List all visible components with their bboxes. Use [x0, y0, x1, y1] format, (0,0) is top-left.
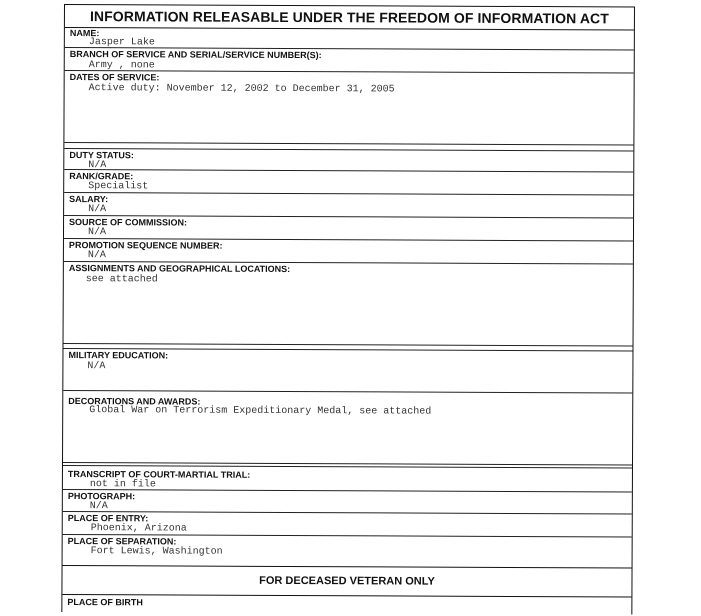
field-value: Active duty: November 12, 2002 to December 31, 2005 — [88, 83, 395, 96]
foia-form — [61, 4, 635, 614]
field-label: SOURCE OF COMMISSION: — [69, 217, 188, 228]
field-label: RANK/GRADE: — [69, 171, 134, 182]
field-duty-status — [64, 148, 633, 172]
field-place-of-separation — [63, 535, 632, 567]
field-source-of-commission — [64, 216, 633, 241]
field-court-martial-transcript — [63, 465, 632, 492]
field-decorations-and-awards — [63, 391, 632, 465]
field-value: Jasper Lake — [88, 37, 155, 49]
field-assignments — [64, 262, 633, 346]
field-place-of-entry — [63, 512, 632, 537]
field-place-of-birth — [62, 593, 631, 615]
field-value: Global War on Terrorism Expeditionary Medal, see attached — [89, 405, 432, 418]
field-label: DATES OF SERVICE: — [69, 72, 160, 83]
form-title: INFORMATION RELEASABLE UNDER THE FREEDOM OF INFORMATION ACT — [65, 5, 634, 30]
field-label: PROMOTION SEQUENCE NUMBER: — [68, 240, 223, 251]
field-label: BRANCH OF SERVICE AND SERIAL/SERVICE NUMBER(S): — [69, 49, 322, 61]
field-label: DUTY STATUS: — [69, 150, 134, 161]
field-photograph — [63, 490, 632, 514]
field-label: NAME: — [69, 28, 100, 39]
field-value: N/A — [87, 227, 107, 239]
field-military-education — [63, 348, 632, 393]
field-label: TRANSCRIPT OF COURT-MARTIAL TRIAL: — [67, 469, 251, 480]
field-label: SALARY: — [69, 194, 109, 205]
field-promotion-sequence-number — [64, 239, 633, 264]
field-value: not in file — [89, 479, 156, 491]
field-label: DECORATIONS AND AWARDS: — [68, 396, 201, 407]
field-value: N/A — [89, 501, 108, 513]
field-label: PLACE OF BIRTH — [67, 597, 143, 608]
field-salary — [64, 193, 633, 218]
field-name — [65, 27, 634, 50]
field-value: Specialist — [88, 181, 149, 193]
field-rank-grade — [64, 170, 633, 195]
field-value: N/A — [88, 160, 107, 172]
field-branch-of-service — [65, 48, 634, 73]
field-label: PHOTOGRAPH: — [67, 491, 136, 502]
field-label: ASSIGNMENTS AND GEOGRAPHICAL LOCATIONS: — [68, 263, 291, 274]
field-dates-of-service — [64, 71, 633, 145]
field-label: PLACE OF SEPARATION: — [67, 536, 177, 547]
field-label: MILITARY EDUCATION: — [68, 350, 169, 361]
field-value: N/A — [88, 204, 107, 216]
field-label: PLACE OF ENTRY: — [67, 513, 149, 524]
field-value: see attached — [85, 274, 158, 286]
field-value: Army , none — [88, 60, 155, 72]
field-value: N/A — [87, 361, 106, 373]
field-value: Fort Lewis, Washington — [90, 546, 223, 558]
field-value: N/A — [87, 250, 106, 262]
field-value: Phoenix, Arizona — [90, 523, 187, 535]
deceased-veteran-header: FOR DECEASED VETERAN ONLY — [62, 565, 631, 597]
